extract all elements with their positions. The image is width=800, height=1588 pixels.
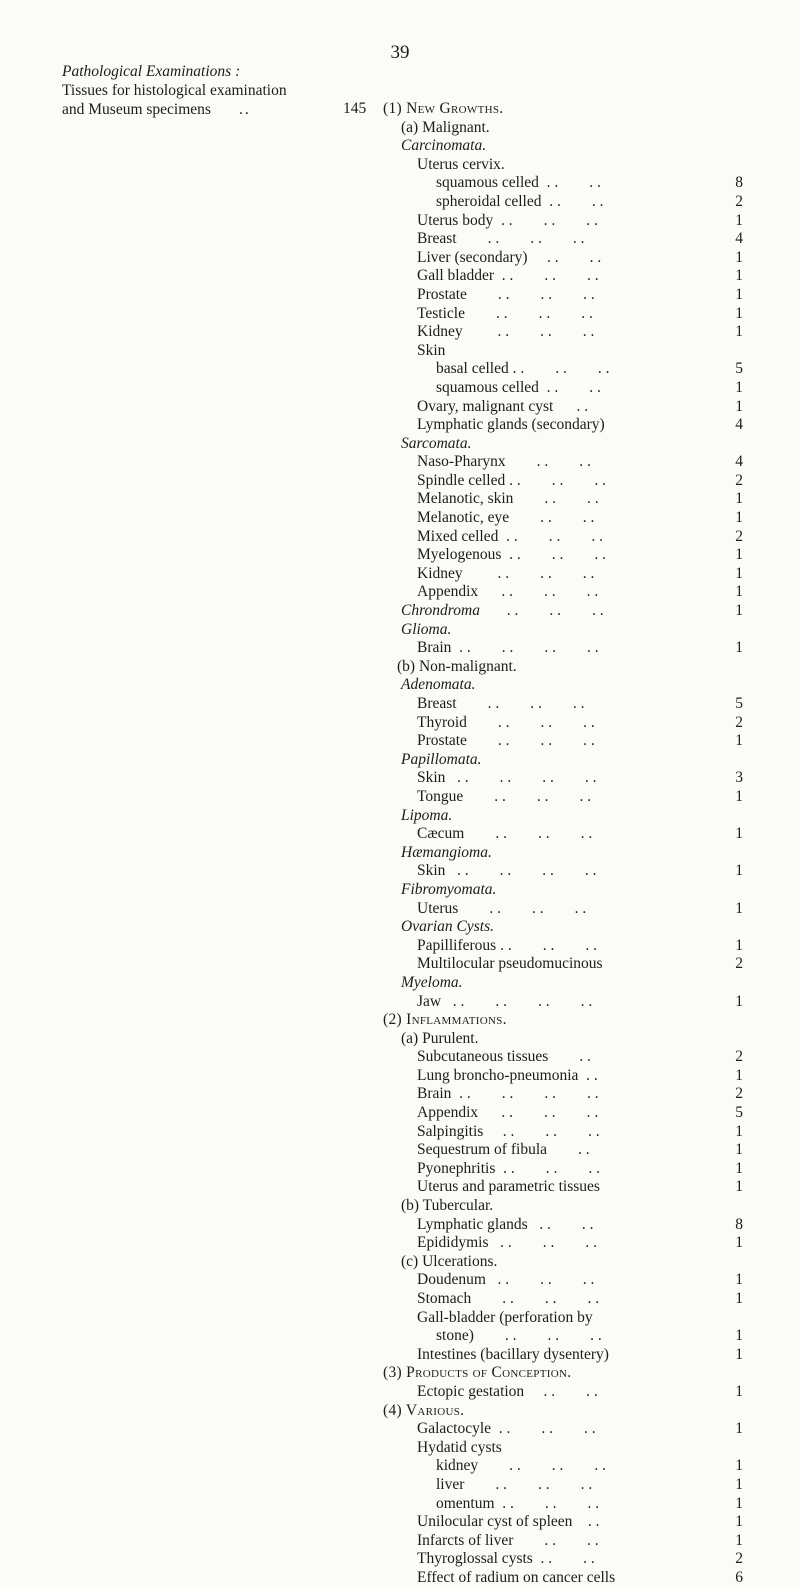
list-item: [383, 881, 743, 900]
list-item-label: Gall-bladder (perforation by: [417, 1308, 593, 1326]
list-item-count: 5: [735, 695, 743, 712]
list-item: [383, 398, 743, 417]
list-item-count: 1: [735, 211, 743, 229]
list-item: [383, 1030, 743, 1049]
list-item-count: 1: [735, 825, 743, 843]
list-item: [383, 937, 743, 956]
list-item-label: Mixed celled . . . . . .: [417, 527, 603, 545]
list-item: [383, 1104, 743, 1123]
list-item-count: 5: [735, 1104, 743, 1122]
list-item-count: 2: [735, 192, 743, 210]
list-item-label: Ovary, malignant cyst . .: [417, 397, 589, 415]
list-item: [383, 305, 743, 324]
list-item: [383, 1532, 743, 1551]
list-item-count: 1: [735, 1122, 743, 1140]
list-item-label: Glioma.: [401, 620, 452, 638]
list-item-count: 2: [735, 527, 743, 545]
list-item-label: Appendix . . . . . .: [417, 1104, 599, 1122]
list-item-count: 1: [735, 564, 743, 582]
list-item-count: 2: [735, 1048, 743, 1066]
list-item: [383, 1476, 743, 1495]
specimen-list: [383, 100, 743, 1588]
list-item: [383, 100, 743, 119]
list-item-count: 1: [735, 378, 743, 396]
list-item-count: 1: [735, 787, 743, 805]
list-item-label: stone) . . . . . .: [436, 1327, 602, 1345]
list-item: [383, 602, 743, 621]
list-item: [383, 1346, 743, 1365]
list-item: [383, 974, 743, 993]
list-item: [383, 1402, 743, 1421]
list-item: [383, 360, 743, 379]
list-item-label: Chrondroma . . . . . .: [401, 602, 604, 620]
list-item-label: Myeloma.: [401, 973, 463, 991]
list-item-count: 1: [735, 1141, 743, 1159]
list-item-label: Salpingitis . . . . . .: [417, 1122, 600, 1140]
list-item: [383, 1309, 743, 1328]
list-item-label: Doudenum . . . . . .: [417, 1271, 595, 1289]
list-item: [383, 212, 743, 231]
list-item-label: Lipoma.: [401, 806, 453, 824]
list-item-label: Melanotic, skin . . . .: [417, 490, 599, 508]
list-item-label: Hydatid cysts: [417, 1438, 502, 1456]
list-item-count: 1: [735, 583, 743, 601]
side-heading: [62, 62, 382, 119]
list-item-count: 1: [735, 1531, 743, 1549]
list-item: [383, 1457, 743, 1476]
list-item-label: liver . . . . . .: [436, 1475, 593, 1493]
list-item: [383, 546, 743, 565]
list-item-count: 1: [735, 1271, 743, 1289]
list-item: [383, 528, 743, 547]
list-item-label: Tongue . . . . . .: [417, 787, 592, 805]
list-item-label: squamous celled . . . .: [436, 174, 601, 192]
list-item: [383, 1420, 743, 1439]
list-item-count: 1: [735, 323, 743, 341]
list-item-label: Multilocular pseudomucinous: [417, 955, 603, 973]
list-item-label: Skin: [417, 341, 446, 359]
list-item-label: Skin . . . . . . . .: [417, 862, 597, 880]
list-item: [383, 249, 743, 268]
list-item: [383, 955, 743, 974]
list-item-count: 1: [735, 490, 743, 508]
list-item-label: Testicle . . . . . .: [417, 304, 593, 322]
list-item-count: 1: [735, 285, 743, 303]
list-item: [383, 769, 743, 788]
list-item-label: Galactocyle . . . . . .: [417, 1420, 596, 1438]
list-item: [383, 1048, 743, 1067]
list-item-count: 1: [735, 899, 743, 917]
list-item-label: Jaw . . . . . . . .: [417, 992, 593, 1010]
list-item-label: Papillomata.: [401, 750, 482, 768]
list-item: [383, 751, 743, 770]
list-item-count: 1: [735, 509, 743, 527]
list-item-label: Naso-Pharynx . . . .: [417, 453, 591, 471]
list-item: [383, 714, 743, 733]
list-item: [383, 490, 743, 509]
list-item: [383, 918, 743, 937]
list-item: [383, 267, 743, 286]
side-heading-leader: ..: [238, 101, 251, 118]
list-item-count: 1: [735, 1159, 743, 1177]
list-item-label: kidney . . . . . .: [436, 1457, 607, 1475]
list-item-label: Skin . . . . . . . .: [417, 769, 597, 787]
list-item-count: 1: [735, 1234, 743, 1252]
list-item: [383, 1290, 743, 1309]
list-item: [383, 825, 743, 844]
list-item-label: Subcutaneous tissues . .: [417, 1048, 591, 1066]
list-item-count: 1: [735, 1513, 743, 1531]
list-item-label: Brain . . . . . . . .: [417, 639, 599, 657]
list-item-count: 4: [735, 230, 743, 248]
list-item: [383, 156, 743, 175]
list-item-label: Ovarian Cysts.: [401, 918, 494, 936]
list-item: [383, 1253, 743, 1272]
list-item-label: Pyonephritis . . . . . .: [417, 1159, 600, 1177]
list-item: [383, 416, 743, 435]
list-item-label: Infarcts of liver . . . .: [417, 1531, 599, 1549]
list-item-count: 8: [735, 174, 743, 192]
list-item: [383, 379, 743, 398]
list-item-count: 1: [735, 639, 743, 657]
list-item: [383, 565, 743, 584]
list-item-label: Uterus cervix.: [417, 155, 505, 173]
list-item: [383, 1569, 743, 1588]
list-item-count: 1: [735, 936, 743, 954]
list-item: [383, 1141, 743, 1160]
list-item-label: (a) Purulent.: [401, 1029, 479, 1047]
list-item-count: 3: [735, 769, 743, 787]
list-item-label: Appendix . . . . . .: [417, 583, 599, 601]
list-item-label: Spindle celled . . . . . .: [417, 471, 606, 489]
list-item-label: (c) Ulcerations.: [401, 1252, 498, 1270]
list-item-count: 1: [735, 1066, 743, 1084]
list-item-label: (b) Non-malignant.: [397, 657, 517, 675]
list-item: [383, 193, 743, 212]
list-item-count: 1: [735, 248, 743, 266]
list-item-label: (4) Various.: [383, 1401, 465, 1419]
list-item: [383, 472, 743, 491]
side-heading-title: Pathological Examinations :: [62, 63, 241, 80]
list-item-count: 2: [735, 1085, 743, 1103]
list-item-label: Melanotic, eye . . . .: [417, 509, 595, 527]
list-item: [383, 695, 743, 714]
list-item-label: Fibromyomata.: [401, 880, 497, 898]
side-heading-line-3: [62, 100, 382, 119]
list-item-count: 1: [735, 304, 743, 322]
list-item-label: Myelogenous . . . . . .: [417, 546, 607, 564]
list-item-label: (3) Products of Conception.: [383, 1364, 572, 1382]
list-item-count: 1: [735, 732, 743, 750]
list-item: [383, 676, 743, 695]
list-item: [383, 1327, 743, 1346]
list-item: [383, 119, 743, 138]
list-item: [383, 1197, 743, 1216]
list-item: [383, 1085, 743, 1104]
list-item: [383, 1011, 743, 1030]
list-item-label: Thyroglossal cysts . . . .: [417, 1550, 595, 1568]
list-item-count: 1: [735, 1420, 743, 1438]
list-item-label: Uterus and parametric tissues: [417, 1178, 600, 1196]
list-item: [383, 286, 743, 305]
list-item-count: 1: [735, 1327, 743, 1345]
list-item-label: omentum . . . . . .: [436, 1494, 600, 1512]
list-item-label: Kidney . . . . . .: [417, 564, 595, 582]
list-item-label: Cæcum . . . . . .: [417, 825, 593, 843]
list-item-label: Breast . . . . . .: [417, 230, 585, 248]
list-item-count: 8: [735, 1215, 743, 1233]
list-item: [383, 807, 743, 826]
list-item-label: Ectopic gestation . . . .: [417, 1382, 598, 1400]
list-item-label: squamous celled . . . .: [436, 378, 601, 396]
list-item: [383, 453, 743, 472]
list-item: [383, 137, 743, 156]
list-item: [383, 1439, 743, 1458]
list-item-count: 2: [735, 713, 743, 731]
page-number: 39: [390, 42, 410, 63]
list-item-count: 1: [735, 1290, 743, 1307]
list-item: [383, 1234, 743, 1253]
list-item-count: 4: [735, 416, 743, 434]
list-item: [383, 1495, 743, 1514]
list-item: [383, 1067, 743, 1086]
list-item: [383, 658, 743, 677]
list-item-count: 2: [735, 1550, 743, 1568]
list-item: [383, 732, 743, 751]
total-specimen-count: 145: [343, 100, 367, 117]
list-item-label: Unilocular cyst of spleen . .: [417, 1513, 600, 1531]
list-item-label: (1) New Growths.: [383, 100, 504, 117]
list-item-label: (2) Inflammations.: [383, 1011, 507, 1029]
list-item-label: Uterus body . . . . . .: [417, 211, 598, 229]
list-item: [383, 342, 743, 361]
list-item: [383, 844, 743, 863]
list-item-count: 1: [735, 1345, 743, 1363]
list-item-count: 2: [735, 955, 743, 973]
list-item: [383, 1550, 743, 1569]
list-item-label: Stomach . . . . . .: [417, 1290, 600, 1307]
list-item: [383, 583, 743, 602]
list-item-label: Liver (secondary) . . . .: [417, 248, 602, 266]
list-item-count: 1: [735, 862, 743, 880]
list-item-label: Prostate . . . . . .: [417, 732, 595, 750]
list-item-label: Epididymis . . . . . .: [417, 1234, 597, 1252]
list-item: [383, 862, 743, 881]
list-item: [383, 1271, 743, 1290]
list-item-count: 1: [735, 1475, 743, 1493]
list-item-label: Prostate . . . . . .: [417, 285, 595, 303]
list-item: [383, 1123, 743, 1142]
list-item-label: Lymphatic glands . . . .: [417, 1215, 594, 1233]
list-item-label: Sequestrum of fibula . .: [417, 1141, 590, 1159]
list-item-count: 1: [735, 602, 743, 620]
list-item-label: Uterus . . . . . .: [417, 899, 587, 917]
list-item-label: Carcinomata.: [401, 137, 487, 155]
list-item-label: (a) Malignant.: [401, 118, 490, 136]
list-item: [383, 230, 743, 249]
list-item-label: Effect of radium on cancer cells: [417, 1568, 616, 1586]
list-item-label: Breast . . . . . .: [417, 695, 585, 712]
list-item: [383, 1178, 743, 1197]
list-item-label: (b) Tubercular.: [401, 1197, 494, 1215]
list-item-count: 1: [735, 397, 743, 415]
list-item: [383, 1513, 743, 1532]
list-item-count: 1: [735, 1457, 743, 1475]
list-item-count: 1: [735, 267, 743, 285]
side-heading-line-2: Tissues for histological examination: [62, 82, 287, 99]
list-item-label: Sarcomata.: [401, 434, 472, 452]
list-item-label: spheroidal celled . . . .: [436, 192, 604, 210]
list-item-label: Lymphatic glands (secondary): [417, 416, 605, 434]
list-item: [383, 788, 743, 807]
list-item-count: 1: [735, 992, 743, 1010]
list-item: [383, 435, 743, 454]
list-item-label: Brain . . . . . . . .: [417, 1085, 599, 1103]
list-item: [383, 509, 743, 528]
list-item: [383, 1364, 743, 1383]
list-item-count: 5: [735, 360, 743, 378]
list-item-label: Adenomata.: [401, 676, 476, 694]
list-item: [383, 323, 743, 342]
list-item-count: 2: [735, 471, 743, 489]
list-item: [383, 1216, 743, 1235]
list-item-label: Thyroid . . . . . .: [417, 713, 595, 731]
list-item-label: Lung broncho-pneumonia . .: [417, 1066, 598, 1084]
list-item-count: 1: [735, 1494, 743, 1512]
list-item-count: 6: [735, 1568, 743, 1586]
list-item-label: Papilliferous . . . . . .: [417, 936, 597, 954]
list-item-label: Gall bladder . . . . . .: [417, 267, 599, 285]
list-item: [383, 1383, 743, 1402]
list-item-count: 1: [735, 1178, 743, 1196]
list-item-label: Intestines (bacillary dysentery): [417, 1345, 609, 1363]
list-item-label: Hæmangioma.: [401, 843, 492, 861]
list-item-label: Kidney . . . . . .: [417, 323, 595, 341]
list-item: [383, 639, 743, 658]
side-heading-line-3-text: and Museum specimens: [62, 101, 211, 118]
list-item-count: 1: [735, 546, 743, 564]
list-item: [383, 900, 743, 919]
list-item: [383, 1160, 743, 1179]
list-item-count: 4: [735, 453, 743, 471]
list-item: [383, 174, 743, 193]
list-item: [383, 993, 743, 1012]
list-item: [383, 621, 743, 640]
list-item-count: 1: [735, 1382, 743, 1400]
list-item-label: basal celled . . . . . .: [436, 360, 610, 378]
